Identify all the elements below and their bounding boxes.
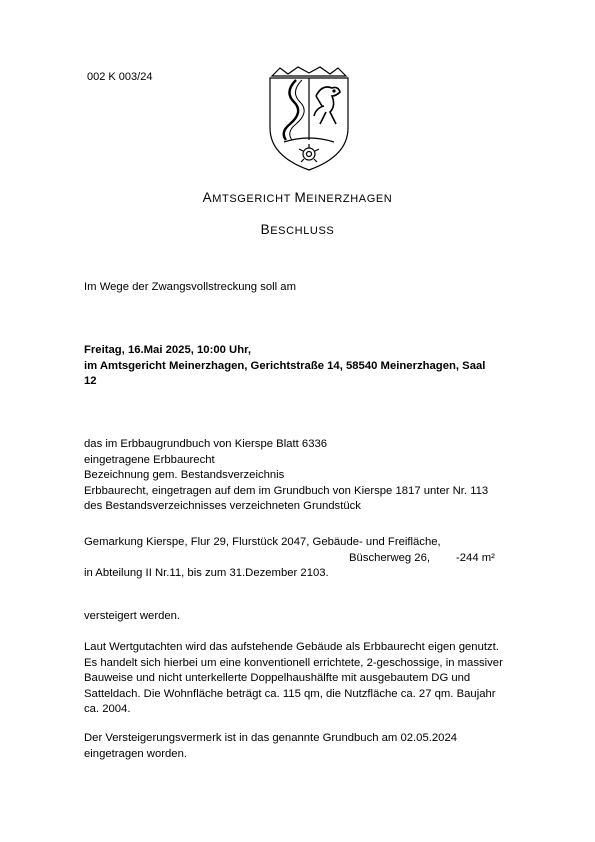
coat-of-arms-icon	[266, 66, 352, 172]
court-name: AMTSGERICHT MEINERZHAGEN	[202, 190, 393, 205]
appointment-date: Freitag, 16.Mai 2025, 10:00 Uhr,	[84, 344, 252, 356]
object-description: das im Erbbaugrundbuch von Kierspe Blatt 6336 eingetragene Erbbaurecht Bezeichnung gem. Bestandsverzeichnis Erbbaurecht, eingetragen auf dem im Grundbuch von Kierspe 1817 unter Nr. 113 des Bestandsverzeichnisses verzeichneten Grundstück	[84, 438, 489, 512]
parcel-area: -244 m²	[456, 551, 495, 564]
appointment-room: 12	[84, 375, 97, 387]
document-title: BESCHLUSS	[260, 222, 335, 237]
registration-paragraph: Der Versteigerungsvermerk ist in das genannte Grundbuch am 02.05.2024 eingetragen worden.	[84, 732, 458, 760]
auction-statement: versteigert werden.	[84, 610, 181, 622]
appraisal-paragraph: Laut Wertgutachten wird das aufstehende Gebäude als Erbbaurecht eigen genutzt. Es handelt sich hierbei um eine konventionell errichtete, 2-geschossige, in massiver Bauweise und nicht unterkellerte Doppelhaushälfte mit ausgebautem DG und Satteldach. Die Wohnfläche beträgt ca. 115 qm, die Nutzfläche ca. 27 qm. Baujahr ca. 2004.	[84, 641, 503, 715]
file-number: 002 K 003/24	[87, 71, 153, 83]
appointment-location: im Amtsgericht Meinerzhagen, Gerichtstraße 14, 58540 Meinerzhagen, Saal	[84, 359, 486, 372]
intro-text: Im Wege der Zwangsvollstreckung soll am	[84, 281, 297, 293]
appointment	[84, 343, 529, 390]
parcel-street: Büscherweg 26,	[349, 551, 431, 564]
parcel-description: Gemarkung Kierspe, Flur 29, Flurstück 2047, Gebäude- und Freifläche, Büscherweg 26, -244 m² in Abteilung II Nr.11, bis zum 31.Dezember 2103.	[84, 536, 495, 579]
